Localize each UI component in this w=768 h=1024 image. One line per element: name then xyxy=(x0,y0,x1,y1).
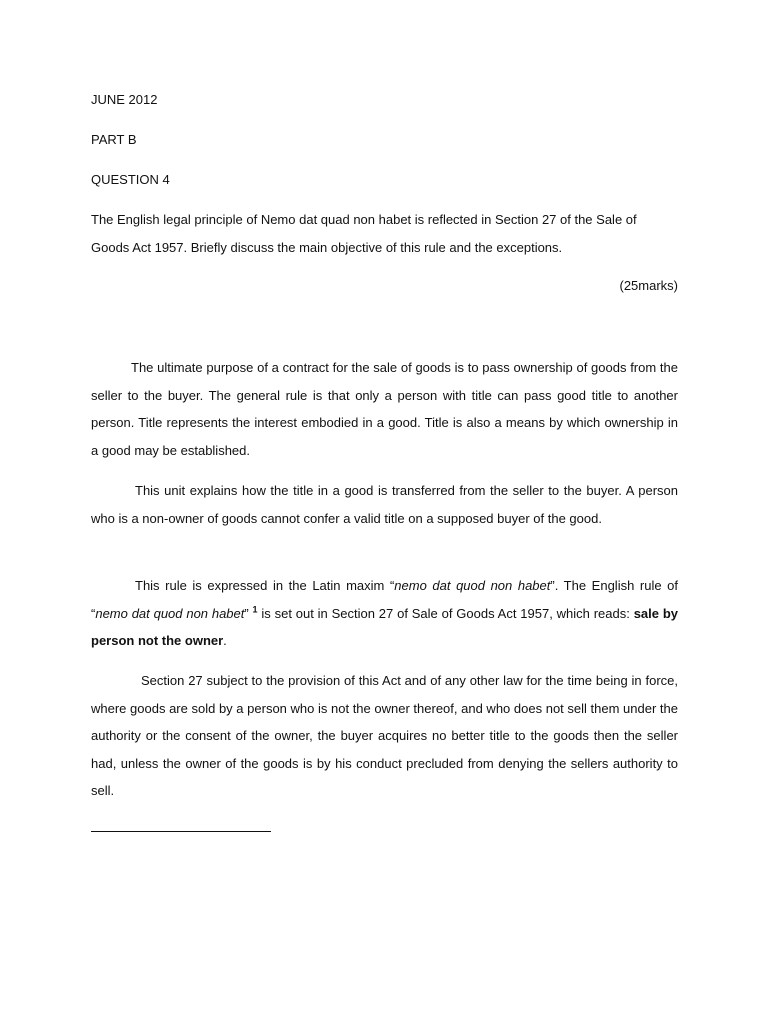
question-number: QUESTION 4 xyxy=(91,172,170,187)
question-text: The English legal principle of Nemo dat quad non habet is reflected in Section 27 of the Sale of Goods Act 1957. Briefly discuss the main objective of this rule and the exceptions. xyxy=(91,212,637,255)
exam-date: JUNE 2012 xyxy=(91,92,158,107)
body-paragraph-1: The ultimate purpose of a contract for the sale of goods is to pass ownership of goods from the seller to the buyer. The general rule is that only a person with title can pass good title to another person. Title represents the interest embodied in a good. Title is also a means by which ownership in a good may be established. xyxy=(91,360,678,458)
p3-text-2: ”. The English rule of “ xyxy=(91,578,679,621)
footnote-ref[interactable]: 1 xyxy=(252,604,258,615)
p3-text-5: . xyxy=(223,633,227,648)
latin-maxim-2: nemo dat quod non habet xyxy=(95,605,245,621)
body-paragraph-3 xyxy=(91,572,678,655)
marks-label: (25marks) xyxy=(619,278,678,293)
section-27-quote: Section 27 subject to the provision of this Act and of any other law for the time being in force, where goods are sold by a person who is not the owner thereof, and who does not sell them under the authority or the consent of the owner, the buyer acquires no better title to the goods then the seller had, unless the owner of the goods is by his conduct precluded from denying the sellers authority to sell. xyxy=(91,673,678,798)
section-heading-bold: sale by person not the owner xyxy=(91,605,678,648)
p3-text-3: ” xyxy=(244,605,253,621)
p3-text-1: This rule is expressed in the Latin maxim “ xyxy=(135,578,395,593)
footnote-separator xyxy=(91,831,271,832)
latin-maxim: nemo dat quod non habet xyxy=(394,578,551,593)
p3-text-4: is set out in Section 27 of Sale of Goods Act 1957, which reads: xyxy=(257,605,634,621)
body-paragraph-2: This unit explains how the title in a good is transferred from the seller to the buyer. A person who is a non-owner of goods cannot confer a valid title on a supposed buyer of the good. xyxy=(91,483,678,526)
exam-part: PART B xyxy=(91,132,137,147)
